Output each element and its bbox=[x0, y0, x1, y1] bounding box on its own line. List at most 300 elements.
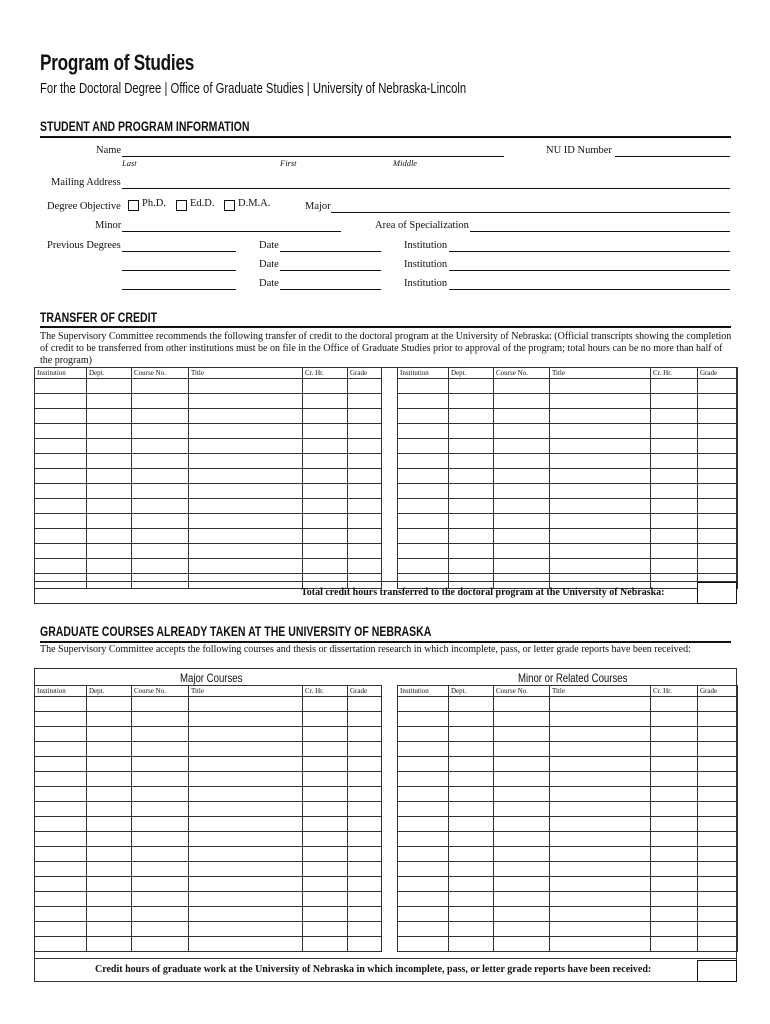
table-cell[interactable] bbox=[651, 877, 698, 892]
table-cell[interactable] bbox=[35, 499, 87, 514]
table-cell[interactable] bbox=[494, 484, 550, 499]
date-field[interactable] bbox=[280, 251, 381, 252]
table-cell[interactable] bbox=[651, 937, 698, 952]
table-cell[interactable] bbox=[449, 787, 494, 802]
table-cell[interactable] bbox=[398, 484, 449, 499]
table-cell[interactable] bbox=[698, 697, 738, 712]
table-cell[interactable] bbox=[494, 514, 550, 529]
table-cell[interactable] bbox=[449, 409, 494, 424]
table-cell[interactable] bbox=[348, 409, 382, 424]
table-cell[interactable] bbox=[87, 409, 132, 424]
table-cell[interactable] bbox=[398, 892, 449, 907]
table-cell[interactable] bbox=[449, 727, 494, 742]
table-cell[interactable] bbox=[132, 817, 189, 832]
table-cell[interactable] bbox=[698, 559, 738, 574]
table-cell[interactable] bbox=[449, 544, 494, 559]
table-cell[interactable] bbox=[35, 559, 87, 574]
table-cell[interactable] bbox=[651, 862, 698, 877]
table-cell[interactable] bbox=[494, 757, 550, 772]
table-cell[interactable] bbox=[494, 544, 550, 559]
table-cell[interactable] bbox=[303, 424, 348, 439]
table-cell[interactable] bbox=[303, 499, 348, 514]
table-cell[interactable] bbox=[132, 712, 189, 727]
table-cell[interactable] bbox=[651, 727, 698, 742]
table-cell[interactable] bbox=[303, 817, 348, 832]
table-cell[interactable] bbox=[494, 802, 550, 817]
table-cell[interactable] bbox=[698, 772, 738, 787]
table-cell[interactable] bbox=[698, 544, 738, 559]
table-cell[interactable] bbox=[189, 697, 303, 712]
table-cell[interactable] bbox=[189, 937, 303, 952]
table-cell[interactable] bbox=[132, 697, 189, 712]
table-cell[interactable] bbox=[87, 454, 132, 469]
table-cell[interactable] bbox=[398, 469, 449, 484]
table-cell[interactable] bbox=[651, 907, 698, 922]
table-cell[interactable] bbox=[189, 787, 303, 802]
table-cell[interactable] bbox=[303, 742, 348, 757]
table-cell[interactable] bbox=[550, 862, 651, 877]
table-cell[interactable] bbox=[35, 907, 87, 922]
table-cell[interactable] bbox=[348, 892, 382, 907]
table-cell[interactable] bbox=[398, 832, 449, 847]
table-cell[interactable] bbox=[132, 847, 189, 862]
table-cell[interactable] bbox=[87, 907, 132, 922]
table-cell[interactable] bbox=[494, 832, 550, 847]
table-cell[interactable] bbox=[35, 757, 87, 772]
table-cell[interactable] bbox=[651, 544, 698, 559]
table-cell[interactable] bbox=[348, 424, 382, 439]
table-cell[interactable] bbox=[651, 832, 698, 847]
table-cell[interactable] bbox=[189, 424, 303, 439]
table-cell[interactable] bbox=[550, 697, 651, 712]
table-cell[interactable] bbox=[87, 544, 132, 559]
table-cell[interactable] bbox=[651, 712, 698, 727]
table-cell[interactable] bbox=[698, 712, 738, 727]
table-cell[interactable] bbox=[189, 559, 303, 574]
table-cell[interactable] bbox=[35, 454, 87, 469]
table-cell[interactable] bbox=[651, 529, 698, 544]
table-cell[interactable] bbox=[35, 817, 87, 832]
table-cell[interactable] bbox=[398, 862, 449, 877]
institution-field[interactable] bbox=[449, 289, 730, 290]
table-cell[interactable] bbox=[698, 439, 738, 454]
table-cell[interactable] bbox=[550, 484, 651, 499]
table-cell[interactable] bbox=[398, 424, 449, 439]
table-cell[interactable] bbox=[550, 847, 651, 862]
table-cell[interactable] bbox=[449, 742, 494, 757]
table-cell[interactable] bbox=[550, 529, 651, 544]
table-cell[interactable] bbox=[35, 514, 87, 529]
table-cell[interactable] bbox=[651, 499, 698, 514]
table-cell[interactable] bbox=[494, 439, 550, 454]
area-field[interactable] bbox=[470, 231, 730, 232]
table-cell[interactable] bbox=[494, 862, 550, 877]
name-field[interactable] bbox=[122, 156, 504, 157]
table-cell[interactable] bbox=[348, 937, 382, 952]
table-cell[interactable] bbox=[303, 922, 348, 937]
table-cell[interactable] bbox=[398, 802, 449, 817]
table-cell[interactable] bbox=[494, 877, 550, 892]
table-cell[interactable] bbox=[87, 772, 132, 787]
table-cell[interactable] bbox=[348, 484, 382, 499]
table-cell[interactable] bbox=[87, 892, 132, 907]
institution-field[interactable] bbox=[449, 251, 730, 252]
table-cell[interactable] bbox=[550, 712, 651, 727]
table-cell[interactable] bbox=[494, 892, 550, 907]
table-cell[interactable] bbox=[698, 877, 738, 892]
table-cell[interactable] bbox=[550, 409, 651, 424]
table-cell[interactable] bbox=[449, 529, 494, 544]
mailing-field[interactable] bbox=[122, 188, 730, 189]
table-cell[interactable] bbox=[550, 514, 651, 529]
table-cell[interactable] bbox=[494, 712, 550, 727]
table-cell[interactable] bbox=[348, 742, 382, 757]
table-cell[interactable] bbox=[132, 742, 189, 757]
nuid-field[interactable] bbox=[615, 156, 730, 157]
table-cell[interactable] bbox=[303, 379, 348, 394]
table-cell[interactable] bbox=[189, 499, 303, 514]
table-cell[interactable] bbox=[651, 394, 698, 409]
table-cell[interactable] bbox=[348, 907, 382, 922]
table-cell[interactable] bbox=[87, 499, 132, 514]
table-cell[interactable] bbox=[189, 727, 303, 742]
table-cell[interactable] bbox=[449, 802, 494, 817]
table-cell[interactable] bbox=[348, 514, 382, 529]
table-cell[interactable] bbox=[132, 514, 189, 529]
table-cell[interactable] bbox=[35, 772, 87, 787]
table-cell[interactable] bbox=[494, 424, 550, 439]
table-cell[interactable] bbox=[651, 469, 698, 484]
table-cell[interactable] bbox=[303, 409, 348, 424]
table-cell[interactable] bbox=[132, 394, 189, 409]
table-cell[interactable] bbox=[550, 499, 651, 514]
table-cell[interactable] bbox=[87, 757, 132, 772]
table-cell[interactable] bbox=[87, 877, 132, 892]
table-cell[interactable] bbox=[348, 787, 382, 802]
table-cell[interactable] bbox=[303, 544, 348, 559]
table-cell[interactable] bbox=[132, 454, 189, 469]
table-cell[interactable] bbox=[651, 787, 698, 802]
table-cell[interactable] bbox=[87, 469, 132, 484]
table-cell[interactable] bbox=[303, 877, 348, 892]
table-cell[interactable] bbox=[398, 544, 449, 559]
table-cell[interactable] bbox=[398, 847, 449, 862]
table-cell[interactable] bbox=[698, 757, 738, 772]
table-cell[interactable] bbox=[550, 937, 651, 952]
table-cell[interactable] bbox=[398, 454, 449, 469]
table-cell[interactable] bbox=[494, 847, 550, 862]
table-cell[interactable] bbox=[449, 892, 494, 907]
table-cell[interactable] bbox=[35, 892, 87, 907]
table-cell[interactable] bbox=[132, 802, 189, 817]
table-cell[interactable] bbox=[698, 862, 738, 877]
table-cell[interactable] bbox=[398, 394, 449, 409]
table-cell[interactable] bbox=[449, 394, 494, 409]
table-cell[interactable] bbox=[35, 529, 87, 544]
table-cell[interactable] bbox=[348, 922, 382, 937]
table-cell[interactable] bbox=[494, 559, 550, 574]
previous-degree-field[interactable] bbox=[122, 289, 236, 290]
table-cell[interactable] bbox=[651, 772, 698, 787]
table-cell[interactable] bbox=[651, 802, 698, 817]
table-cell[interactable] bbox=[35, 832, 87, 847]
degree-dma-checkbox[interactable] bbox=[224, 198, 235, 216]
table-cell[interactable] bbox=[449, 832, 494, 847]
table-cell[interactable] bbox=[651, 697, 698, 712]
table-cell[interactable] bbox=[348, 379, 382, 394]
table-cell[interactable] bbox=[303, 907, 348, 922]
table-cell[interactable] bbox=[303, 484, 348, 499]
table-cell[interactable] bbox=[189, 922, 303, 937]
table-cell[interactable] bbox=[698, 817, 738, 832]
table-cell[interactable] bbox=[651, 559, 698, 574]
table-cell[interactable] bbox=[87, 847, 132, 862]
table-cell[interactable] bbox=[35, 862, 87, 877]
table-cell[interactable] bbox=[449, 937, 494, 952]
table-cell[interactable] bbox=[398, 409, 449, 424]
table-cell[interactable] bbox=[348, 817, 382, 832]
table-cell[interactable] bbox=[398, 817, 449, 832]
table-cell[interactable] bbox=[550, 469, 651, 484]
table-cell[interactable] bbox=[550, 559, 651, 574]
table-cell[interactable] bbox=[494, 469, 550, 484]
table-cell[interactable] bbox=[698, 727, 738, 742]
table-cell[interactable] bbox=[449, 499, 494, 514]
table-cell[interactable] bbox=[398, 559, 449, 574]
table-cell[interactable] bbox=[698, 847, 738, 862]
table-cell[interactable] bbox=[132, 727, 189, 742]
table-cell[interactable] bbox=[550, 907, 651, 922]
table-cell[interactable] bbox=[494, 697, 550, 712]
table-cell[interactable] bbox=[189, 454, 303, 469]
table-cell[interactable] bbox=[87, 727, 132, 742]
table-cell[interactable] bbox=[87, 832, 132, 847]
table-cell[interactable] bbox=[35, 922, 87, 937]
table-cell[interactable] bbox=[35, 727, 87, 742]
table-cell[interactable] bbox=[550, 439, 651, 454]
degree-edd-checkbox[interactable] bbox=[176, 198, 187, 216]
table-cell[interactable] bbox=[449, 697, 494, 712]
table-cell[interactable] bbox=[132, 559, 189, 574]
table-cell[interactable] bbox=[189, 817, 303, 832]
table-cell[interactable] bbox=[189, 847, 303, 862]
table-cell[interactable] bbox=[449, 922, 494, 937]
table-cell[interactable] bbox=[449, 772, 494, 787]
table-cell[interactable] bbox=[449, 514, 494, 529]
table-cell[interactable] bbox=[651, 847, 698, 862]
table-cell[interactable] bbox=[189, 379, 303, 394]
table-cell[interactable] bbox=[398, 727, 449, 742]
table-cell[interactable] bbox=[132, 424, 189, 439]
table-cell[interactable] bbox=[132, 409, 189, 424]
table-cell[interactable] bbox=[132, 499, 189, 514]
table-cell[interactable] bbox=[87, 787, 132, 802]
table-cell[interactable] bbox=[651, 514, 698, 529]
table-cell[interactable] bbox=[348, 544, 382, 559]
table-cell[interactable] bbox=[189, 484, 303, 499]
table-cell[interactable] bbox=[494, 907, 550, 922]
table-cell[interactable] bbox=[189, 907, 303, 922]
table-cell[interactable] bbox=[698, 514, 738, 529]
table-cell[interactable] bbox=[35, 379, 87, 394]
table-cell[interactable] bbox=[348, 559, 382, 574]
table-cell[interactable] bbox=[651, 379, 698, 394]
table-cell[interactable] bbox=[303, 787, 348, 802]
table-cell[interactable] bbox=[449, 817, 494, 832]
table-cell[interactable] bbox=[698, 832, 738, 847]
table-cell[interactable] bbox=[348, 802, 382, 817]
table-cell[interactable] bbox=[449, 712, 494, 727]
table-cell[interactable] bbox=[189, 757, 303, 772]
table-cell[interactable] bbox=[348, 832, 382, 847]
table-cell[interactable] bbox=[398, 514, 449, 529]
table-cell[interactable] bbox=[698, 922, 738, 937]
table-cell[interactable] bbox=[189, 802, 303, 817]
graduate-total-field[interactable] bbox=[697, 960, 737, 982]
table-cell[interactable] bbox=[132, 937, 189, 952]
table-cell[interactable] bbox=[398, 907, 449, 922]
table-cell[interactable] bbox=[189, 742, 303, 757]
table-cell[interactable] bbox=[398, 439, 449, 454]
table-cell[interactable] bbox=[550, 742, 651, 757]
table-cell[interactable] bbox=[651, 409, 698, 424]
table-cell[interactable] bbox=[348, 757, 382, 772]
table-cell[interactable] bbox=[132, 757, 189, 772]
table-cell[interactable] bbox=[348, 727, 382, 742]
institution-field[interactable] bbox=[449, 270, 730, 271]
table-cell[interactable] bbox=[303, 697, 348, 712]
table-cell[interactable] bbox=[494, 727, 550, 742]
table-cell[interactable] bbox=[651, 742, 698, 757]
table-cell[interactable] bbox=[550, 922, 651, 937]
table-cell[interactable] bbox=[303, 529, 348, 544]
table-cell[interactable] bbox=[550, 379, 651, 394]
table-cell[interactable] bbox=[449, 757, 494, 772]
table-cell[interactable] bbox=[348, 394, 382, 409]
table-cell[interactable] bbox=[35, 712, 87, 727]
table-cell[interactable] bbox=[303, 802, 348, 817]
table-cell[interactable] bbox=[35, 787, 87, 802]
table-cell[interactable] bbox=[303, 712, 348, 727]
table-cell[interactable] bbox=[132, 529, 189, 544]
table-cell[interactable] bbox=[35, 802, 87, 817]
table-cell[interactable] bbox=[189, 469, 303, 484]
table-cell[interactable] bbox=[132, 832, 189, 847]
table-cell[interactable] bbox=[303, 862, 348, 877]
table-cell[interactable] bbox=[494, 787, 550, 802]
table-cell[interactable] bbox=[698, 499, 738, 514]
table-cell[interactable] bbox=[303, 832, 348, 847]
table-cell[interactable] bbox=[132, 922, 189, 937]
table-cell[interactable] bbox=[698, 484, 738, 499]
table-cell[interactable] bbox=[87, 394, 132, 409]
table-cell[interactable] bbox=[651, 424, 698, 439]
table-cell[interactable] bbox=[87, 937, 132, 952]
table-cell[interactable] bbox=[494, 409, 550, 424]
table-cell[interactable] bbox=[35, 877, 87, 892]
table-cell[interactable] bbox=[398, 529, 449, 544]
table-cell[interactable] bbox=[651, 922, 698, 937]
table-cell[interactable] bbox=[303, 439, 348, 454]
table-cell[interactable] bbox=[494, 454, 550, 469]
table-cell[interactable] bbox=[698, 469, 738, 484]
table-cell[interactable] bbox=[348, 499, 382, 514]
table-cell[interactable] bbox=[698, 937, 738, 952]
table-cell[interactable] bbox=[550, 817, 651, 832]
table-cell[interactable] bbox=[35, 469, 87, 484]
table-cell[interactable] bbox=[189, 832, 303, 847]
table-cell[interactable] bbox=[348, 454, 382, 469]
table-cell[interactable] bbox=[698, 892, 738, 907]
table-cell[interactable] bbox=[303, 514, 348, 529]
table-cell[interactable] bbox=[132, 379, 189, 394]
table-cell[interactable] bbox=[348, 772, 382, 787]
table-cell[interactable] bbox=[698, 907, 738, 922]
table-cell[interactable] bbox=[651, 484, 698, 499]
table-cell[interactable] bbox=[698, 529, 738, 544]
table-cell[interactable] bbox=[303, 727, 348, 742]
table-cell[interactable] bbox=[132, 892, 189, 907]
table-cell[interactable] bbox=[35, 742, 87, 757]
table-cell[interactable] bbox=[87, 712, 132, 727]
table-cell[interactable] bbox=[348, 877, 382, 892]
table-cell[interactable] bbox=[35, 847, 87, 862]
table-cell[interactable] bbox=[494, 772, 550, 787]
table-cell[interactable] bbox=[189, 892, 303, 907]
table-cell[interactable] bbox=[494, 379, 550, 394]
table-cell[interactable] bbox=[398, 922, 449, 937]
table-cell[interactable] bbox=[449, 379, 494, 394]
degree-phd-checkbox[interactable] bbox=[128, 198, 139, 216]
table-cell[interactable] bbox=[348, 697, 382, 712]
table-cell[interactable] bbox=[398, 937, 449, 952]
table-cell[interactable] bbox=[132, 907, 189, 922]
table-cell[interactable] bbox=[398, 757, 449, 772]
table-cell[interactable] bbox=[303, 772, 348, 787]
table-cell[interactable] bbox=[132, 772, 189, 787]
table-cell[interactable] bbox=[348, 862, 382, 877]
date-field[interactable] bbox=[280, 270, 381, 271]
table-cell[interactable] bbox=[189, 877, 303, 892]
table-cell[interactable] bbox=[398, 772, 449, 787]
table-cell[interactable] bbox=[132, 787, 189, 802]
table-cell[interactable] bbox=[449, 469, 494, 484]
table-cell[interactable] bbox=[398, 787, 449, 802]
table-cell[interactable] bbox=[449, 862, 494, 877]
table-cell[interactable] bbox=[698, 454, 738, 469]
table-cell[interactable] bbox=[303, 469, 348, 484]
table-cell[interactable] bbox=[189, 514, 303, 529]
table-cell[interactable] bbox=[303, 937, 348, 952]
table-cell[interactable] bbox=[303, 847, 348, 862]
table-cell[interactable] bbox=[132, 484, 189, 499]
table-cell[interactable] bbox=[35, 409, 87, 424]
table-cell[interactable] bbox=[87, 439, 132, 454]
table-cell[interactable] bbox=[550, 802, 651, 817]
table-cell[interactable] bbox=[550, 772, 651, 787]
minor-field[interactable] bbox=[122, 231, 341, 232]
table-cell[interactable] bbox=[189, 772, 303, 787]
table-cell[interactable] bbox=[35, 544, 87, 559]
table-cell[interactable] bbox=[35, 937, 87, 952]
table-cell[interactable] bbox=[494, 394, 550, 409]
table-cell[interactable] bbox=[494, 529, 550, 544]
table-cell[interactable] bbox=[550, 892, 651, 907]
table-cell[interactable] bbox=[87, 559, 132, 574]
table-cell[interactable] bbox=[398, 877, 449, 892]
table-cell[interactable] bbox=[87, 817, 132, 832]
table-cell[interactable] bbox=[87, 922, 132, 937]
